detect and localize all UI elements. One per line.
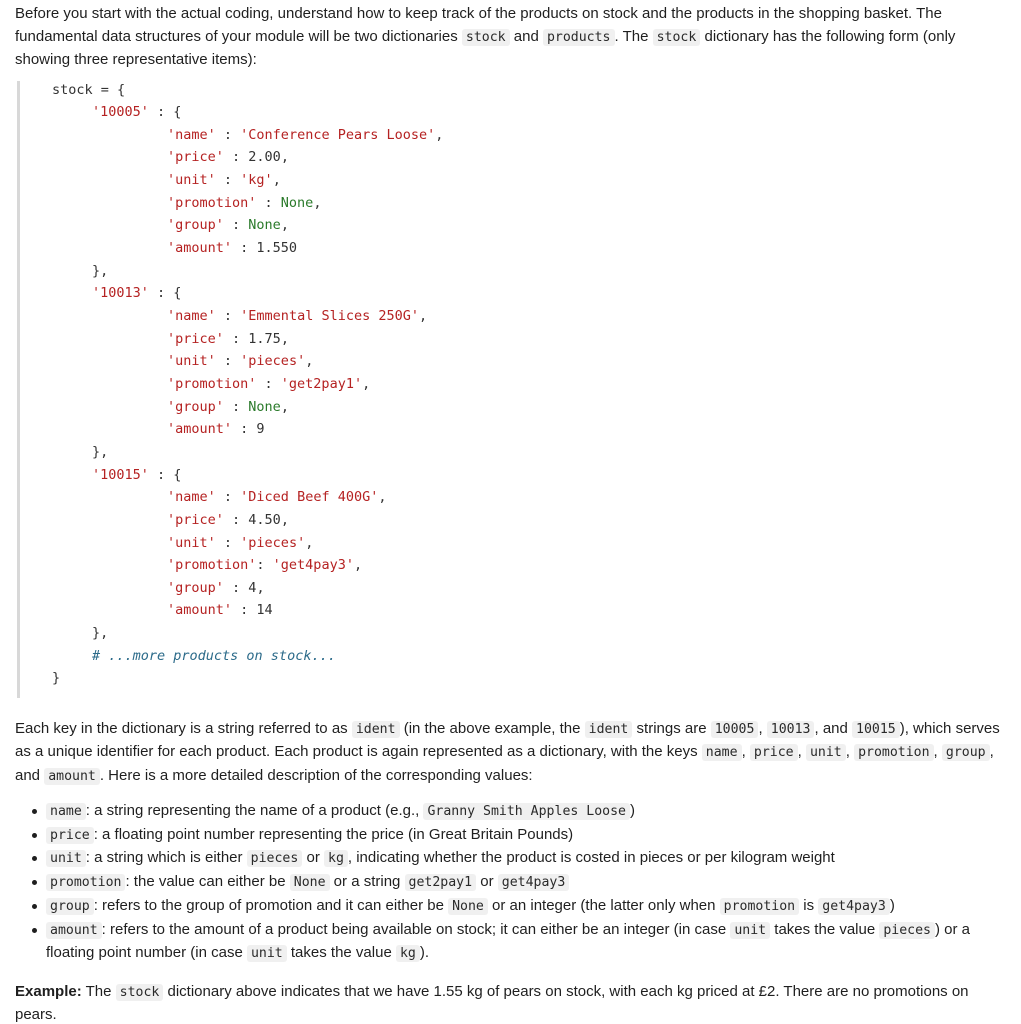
code-token: , bbox=[280, 217, 289, 234]
code-token: : { bbox=[148, 466, 182, 483]
code-line-field bbox=[167, 488, 386, 506]
text: or a string bbox=[329, 873, 405, 891]
code-token: '10013' bbox=[92, 285, 149, 302]
text: , and bbox=[814, 719, 853, 737]
inline-code: kg bbox=[396, 945, 420, 962]
code-token: None bbox=[248, 217, 281, 234]
text: ), which serves as a unique identifier for each product. Each product is again represented as a dictionary, with the keys bbox=[15, 719, 1000, 760]
code-token: 2.00 bbox=[248, 149, 281, 166]
text: Each key in the dictionary is a string referred to as bbox=[15, 719, 352, 737]
code-token: 'Emmental Slices 250G' bbox=[240, 308, 419, 324]
code-token: : bbox=[215, 126, 241, 143]
text: takes the value bbox=[286, 944, 396, 962]
code-token: 14 bbox=[256, 602, 273, 619]
text: ) or a floating point number (in case bbox=[46, 920, 971, 962]
text: ) bbox=[889, 896, 895, 914]
code-token: : bbox=[215, 534, 241, 551]
text: (in the above example, the bbox=[399, 719, 585, 737]
code-token: , bbox=[280, 149, 289, 166]
code-token: : bbox=[232, 421, 257, 438]
code-token: , bbox=[353, 557, 363, 574]
code-line-item-key bbox=[92, 284, 181, 302]
code-token: 1.550 bbox=[256, 240, 298, 257]
code-line-field bbox=[167, 216, 289, 234]
text: , bbox=[741, 743, 750, 760]
code-token: '10005' bbox=[92, 104, 149, 121]
code-token: 'promotion' bbox=[167, 375, 257, 392]
list-item-promotion bbox=[32, 871, 1007, 895]
text: dictionary above indicates that we have 1.55 kg of pears on stock, with each kg priced at £2. There are no promotions on pears. bbox=[15, 982, 969, 1024]
code-line-field bbox=[167, 534, 313, 552]
inline-code: get4pay3 bbox=[498, 874, 570, 891]
code-token: 9 bbox=[256, 421, 265, 438]
code-token: } bbox=[52, 670, 61, 687]
code-token: 'amount' bbox=[167, 602, 233, 619]
code-line-field bbox=[167, 556, 362, 574]
code-token: 'pieces' bbox=[240, 353, 306, 370]
code-token: , bbox=[378, 489, 387, 506]
field-description-list bbox=[15, 800, 1007, 966]
code-token: : bbox=[215, 172, 241, 189]
code-token: 1.75 bbox=[248, 330, 281, 347]
text: Before you start with the actual coding, understand how to keep track of the products on stock and the products in the shopping basket. The fundamental data structures of your module will be two dictionaries bbox=[15, 5, 942, 45]
code-token: 'name' bbox=[167, 308, 216, 324]
inline-code: stock bbox=[462, 29, 510, 46]
code-token: : bbox=[256, 557, 273, 574]
code-token: , bbox=[362, 375, 371, 392]
list-item-unit bbox=[32, 847, 1007, 871]
code-token: 'name' bbox=[167, 126, 216, 143]
text: : the value can either be bbox=[125, 873, 290, 891]
text: , bbox=[845, 743, 855, 760]
inline-code: price bbox=[46, 827, 94, 844]
code-line-field bbox=[167, 601, 273, 619]
inline-code: 10015 bbox=[852, 721, 900, 738]
list-item-name bbox=[32, 800, 1007, 824]
code-token: None bbox=[280, 194, 314, 211]
code-token: : bbox=[256, 194, 281, 211]
code-token: 'unit' bbox=[167, 172, 216, 189]
code-token: : { bbox=[148, 285, 182, 302]
code-token: : bbox=[223, 579, 249, 596]
text: : a floating point number representing the price (in Great Britain Pounds) bbox=[93, 825, 574, 843]
code-token: , bbox=[305, 534, 314, 551]
code-token: , bbox=[256, 579, 265, 596]
code-token: 'group' bbox=[167, 217, 224, 234]
code-line-field bbox=[167, 511, 289, 529]
code-token: , bbox=[280, 330, 289, 347]
inline-code: amount bbox=[44, 768, 100, 785]
inline-code: unit bbox=[46, 850, 86, 867]
code-token: : bbox=[215, 308, 241, 324]
inline-code: None bbox=[290, 874, 330, 891]
code-line-field bbox=[167, 398, 289, 416]
inline-code: pieces bbox=[247, 850, 303, 867]
inline-code: unit bbox=[806, 744, 846, 761]
code-line-field bbox=[167, 420, 265, 438]
code-token: 'price' bbox=[167, 330, 224, 347]
code-line-field bbox=[167, 239, 297, 257]
text: , bbox=[758, 719, 767, 737]
code-token: 'name' bbox=[167, 489, 216, 506]
code-token: 'Diced Beef 400G' bbox=[240, 489, 379, 506]
text: or bbox=[302, 849, 324, 867]
inline-code: group bbox=[46, 898, 94, 915]
inline-code: pieces bbox=[879, 922, 935, 939]
code-token: 'get2pay1' bbox=[280, 375, 363, 392]
code-comment bbox=[92, 647, 336, 665]
inline-code: kg bbox=[324, 850, 348, 867]
code-line-field bbox=[167, 375, 370, 393]
list-item-price bbox=[32, 824, 1007, 848]
text: or bbox=[476, 873, 498, 891]
inline-code: name bbox=[702, 744, 742, 761]
code-token: '10015' bbox=[92, 466, 149, 483]
code-token: , bbox=[272, 172, 281, 189]
code-line-close bbox=[52, 669, 60, 687]
code-token: : bbox=[223, 398, 249, 415]
inline-code: group bbox=[942, 744, 990, 761]
text: The bbox=[81, 982, 116, 1000]
code-token: 'group' bbox=[167, 398, 224, 415]
code-token: None bbox=[248, 398, 281, 415]
inline-code: Granny Smith Apples Loose bbox=[423, 803, 630, 820]
code-line-field bbox=[167, 148, 289, 166]
code-token: 'price' bbox=[167, 511, 224, 528]
text: dictionary has the following form (only showing three representative items): bbox=[15, 27, 956, 68]
inline-code: amount bbox=[46, 922, 102, 939]
code-token: 'kg' bbox=[240, 172, 273, 189]
code-token: : bbox=[215, 489, 241, 506]
text: : refers to the group of promotion and it can either be bbox=[93, 896, 449, 914]
code-token: : bbox=[223, 149, 249, 166]
code-token: , bbox=[418, 308, 428, 324]
text: strings are bbox=[632, 719, 711, 737]
code-token: : bbox=[215, 353, 241, 370]
code-token: : { bbox=[148, 104, 182, 121]
code-token: : bbox=[223, 330, 249, 347]
text: or an integer (the latter only when bbox=[487, 896, 720, 914]
inline-code: price bbox=[750, 744, 798, 761]
code-token: 'group' bbox=[167, 579, 224, 596]
inline-code: unit bbox=[247, 945, 287, 962]
code-token: 4.50 bbox=[248, 511, 281, 528]
list-item-group bbox=[32, 895, 1007, 919]
inline-code: 10013 bbox=[767, 721, 815, 738]
code-token: 'Conference Pears Loose' bbox=[240, 126, 436, 143]
text: , indicating whether the product is costed in pieces or per kilogram weight bbox=[347, 849, 835, 867]
text: : a string which is either bbox=[85, 849, 247, 867]
text: takes the value bbox=[770, 920, 880, 938]
code-line-field bbox=[167, 171, 281, 189]
code-token: 4 bbox=[248, 579, 257, 596]
text: : a string representing the name of a product (e.g., bbox=[85, 802, 424, 819]
code-token: 'pieces' bbox=[240, 534, 306, 551]
inline-code: 10005 bbox=[711, 721, 759, 738]
inline-code: None bbox=[448, 898, 488, 915]
code-token: 'promotion' bbox=[167, 194, 257, 211]
code-line-field bbox=[167, 330, 289, 348]
code-token: }, bbox=[92, 625, 109, 642]
inline-code: stock bbox=[653, 29, 701, 46]
text: , bbox=[933, 743, 942, 760]
text: ). bbox=[419, 944, 430, 962]
code-token: 'price' bbox=[167, 149, 224, 166]
inline-code: unit bbox=[730, 922, 770, 939]
inline-code: promotion bbox=[720, 898, 799, 915]
code-token: # ...more products on stock... bbox=[92, 647, 336, 664]
text: : refers to the amount of a product being available on stock; it can either be an integer (in case bbox=[101, 920, 731, 938]
code-token: , bbox=[305, 353, 314, 370]
code-token: stock = { bbox=[52, 81, 126, 98]
code-line-item-key bbox=[92, 103, 181, 121]
code-token: , bbox=[313, 194, 322, 211]
code-line-item-close bbox=[92, 624, 108, 642]
text: ) bbox=[629, 802, 635, 819]
code-line-item-close bbox=[92, 262, 108, 280]
code-token: : bbox=[223, 511, 249, 528]
inline-code: promotion bbox=[46, 874, 125, 891]
inline-code: get2pay1 bbox=[405, 874, 477, 891]
code-token: 'promotion' bbox=[167, 557, 257, 574]
example-label: Example: bbox=[15, 982, 82, 1000]
code-token: : bbox=[256, 375, 281, 392]
inline-code: promotion bbox=[854, 744, 933, 761]
code-token: 'unit' bbox=[167, 534, 216, 551]
example-paragraph bbox=[15, 981, 1007, 1024]
code-line-field bbox=[167, 579, 265, 597]
code-line-open bbox=[52, 81, 125, 99]
code-line-field bbox=[167, 352, 313, 370]
inline-code: ident bbox=[352, 721, 400, 738]
code-token: : bbox=[232, 240, 257, 257]
code-line-field bbox=[167, 126, 443, 144]
text: , and bbox=[15, 743, 994, 784]
inline-code: name bbox=[46, 803, 86, 820]
text: . The bbox=[614, 27, 653, 45]
code-line-field bbox=[167, 307, 427, 325]
text: . Here is a more detailed description of the corresponding values: bbox=[99, 766, 533, 784]
text: , bbox=[797, 743, 806, 760]
code-token: 'amount' bbox=[167, 240, 233, 257]
text: is bbox=[799, 896, 819, 914]
inline-code: ident bbox=[585, 721, 633, 738]
code-token: 'unit' bbox=[167, 353, 216, 370]
text: and bbox=[509, 27, 543, 45]
code-token: , bbox=[280, 511, 289, 528]
code-token: }, bbox=[92, 262, 109, 279]
code-line-field bbox=[167, 194, 321, 212]
code-line-item-close bbox=[92, 443, 108, 461]
list-item-amount bbox=[32, 919, 1007, 966]
ident-paragraph bbox=[15, 718, 1007, 789]
code-token: 'get4pay3' bbox=[272, 557, 354, 574]
intro-paragraph bbox=[15, 3, 1007, 72]
inline-code: get4pay3 bbox=[818, 898, 890, 915]
code-line-item-key bbox=[92, 466, 181, 484]
inline-code: products bbox=[543, 29, 615, 46]
inline-code: stock bbox=[116, 984, 164, 1001]
code-block bbox=[17, 81, 1007, 698]
code-token: , bbox=[435, 126, 444, 143]
code-token: 'amount' bbox=[167, 421, 233, 438]
code-token: }, bbox=[92, 443, 109, 460]
code-token: : bbox=[223, 217, 249, 234]
code-token: : bbox=[232, 602, 257, 619]
code-token: , bbox=[280, 398, 289, 415]
